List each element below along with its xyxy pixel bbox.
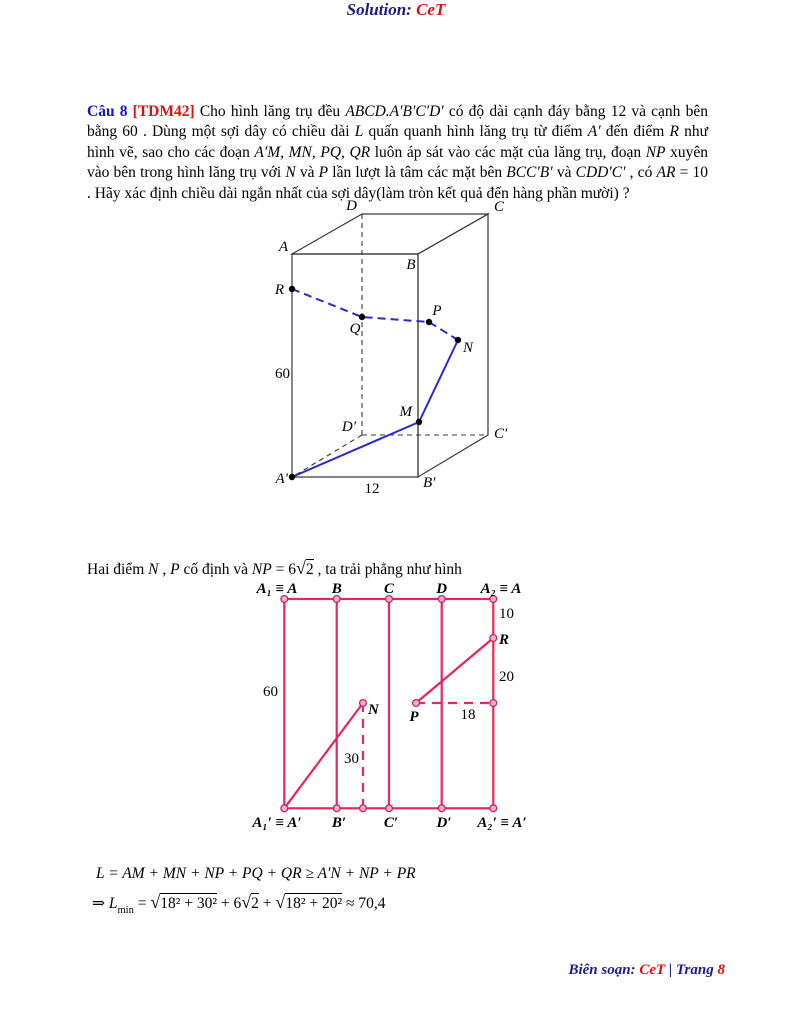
point-M	[416, 419, 422, 425]
label-18: 18	[460, 707, 476, 723]
label-Cprime: C′	[494, 426, 508, 442]
label-Dprime: D′	[341, 419, 356, 435]
vertex-Bprime	[333, 805, 340, 812]
label-Dprime: D′	[436, 815, 452, 831]
label-M: M	[399, 404, 412, 420]
label-B: B	[331, 581, 342, 597]
point-Q	[359, 314, 365, 320]
vertex-R	[490, 635, 497, 642]
label-R: R	[274, 282, 284, 298]
label-60: 60	[263, 684, 278, 700]
point-N	[455, 337, 461, 343]
label-N: N	[463, 340, 474, 356]
vertex-A1prime	[281, 805, 288, 812]
label-A2prime-equiv-Aprime: A₂′ ≡ A′	[477, 815, 527, 831]
prism-3d-figure	[235, 192, 557, 506]
vertex-N-foot	[360, 805, 367, 812]
string-solid-NMAprime	[292, 340, 458, 477]
label-A2-equiv-A: A₂ ≡ A	[480, 581, 522, 597]
label-Cprime: C′	[383, 815, 399, 831]
label-P: P	[409, 709, 419, 725]
label-10: 10	[499, 606, 514, 622]
segment-PR	[416, 638, 493, 703]
label-C: C	[494, 199, 505, 215]
vertex-Dprime	[438, 805, 445, 812]
right-face	[418, 214, 488, 477]
top-face	[292, 214, 488, 254]
vertex-N	[360, 700, 367, 707]
label-Aprime: A′	[275, 471, 288, 487]
vertex-right-P-level	[490, 700, 497, 707]
label-Bprime: B′	[423, 475, 436, 491]
label-P: P	[432, 303, 442, 319]
formula-length-inequality: L = AM + MN + NP + PQ + QR ≥ A′N + NP + PR	[96, 864, 416, 882]
vertex-A2prime	[490, 805, 497, 812]
problem-statement: Câu 8 [TDM42] Cho hình lăng trụ đều ABCD.A′B′C′D′ có độ dài cạnh đáy bằng 12 và cạnh bên bằng 60 . Dùng một sợi dây có chiều dài L quấn quanh hình lăng trụ từ điểm A′ đến điểm R như hình vẽ, sao cho các đoạn A′M, MN, PQ, QR luôn áp sát vào các mặt của lăng trụ, đoạn NP xuyên vào bên trong hình lăng trụ với N và P lần lượt là tâm các mặt bên BCC′B′ và CDD′C′ , có AR = 10 . Hãy xác định chiều dài ngắn nhất của sợi dây(làm tròn kết quả đến hàng phần mười) ?	[87, 102, 709, 202]
solution-intro: Hai điểm N , P cố định và NP = 6√2 , ta trải phẳng như hình	[87, 557, 462, 578]
label-A1prime-equiv-Aprime: A₁′ ≡ A′	[252, 815, 302, 831]
label-side-60: 60	[275, 366, 290, 382]
point-Aprime	[289, 474, 295, 480]
label-D: D	[346, 198, 357, 214]
label-C: C	[383, 581, 395, 597]
label-20: 20	[499, 669, 514, 685]
label-A: A	[278, 239, 288, 255]
point-P	[426, 319, 432, 325]
label-A1-equiv-A: A₁ ≡ A	[256, 581, 298, 597]
label-N: N	[368, 702, 379, 718]
formula-min-length: ⇒ $L_{min} = √18^2 + 30^2 + 6√2 + √18^2 + 20^2 \approx 70,4$	[92, 891, 386, 916]
unfolded-2d-figure	[230, 577, 575, 839]
label-Bprime: B′	[331, 815, 347, 831]
label-B: B	[406, 257, 416, 273]
point-R	[289, 286, 295, 292]
label-base-12: 12	[364, 481, 380, 497]
hidden-edge-DprimeAprime	[292, 435, 362, 477]
vertex-Cprime	[386, 805, 393, 812]
solution-heading: Solution: CeT	[346, 0, 446, 19]
vertex-P	[413, 700, 420, 707]
page-footer: Biên soạn: CeT | Trang 8	[568, 962, 725, 978]
label-R: R	[499, 632, 510, 648]
label-Q: Q	[349, 321, 361, 337]
label-D: D	[436, 581, 448, 597]
front-face	[292, 254, 418, 477]
label-30: 30	[344, 751, 359, 767]
